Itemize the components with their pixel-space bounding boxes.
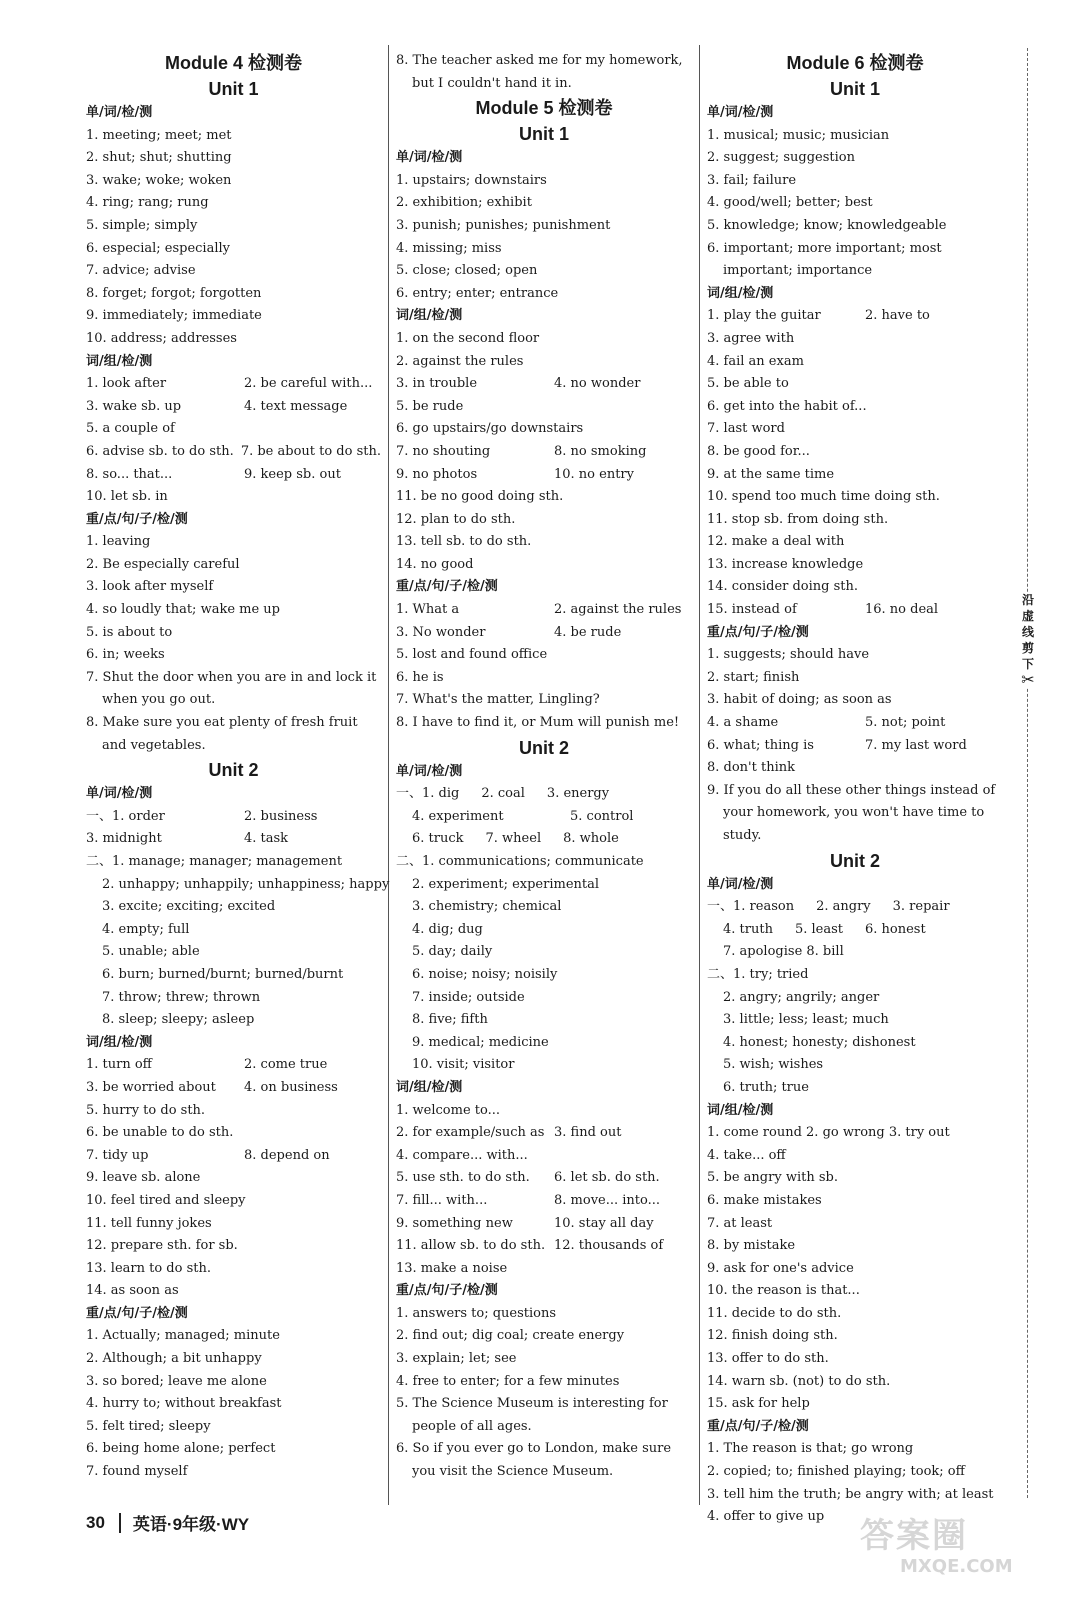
answer-line: 6. important; more important; most important; importance	[707, 240, 942, 279]
cut-text: 沿 虚 线 剪 下	[1021, 593, 1034, 671]
answer-item: 7. no shouting	[396, 443, 491, 459]
answer-line: 13. increase knowledge	[707, 556, 864, 572]
answer-pair	[396, 806, 692, 829]
answer-item: 6. truck	[412, 831, 464, 847]
answer-pair	[86, 373, 381, 396]
answer-item: 15. instead of	[707, 602, 797, 618]
answer-line: 4. ring; rang; rung	[86, 195, 209, 211]
answer-line: 2. suggest; suggestion	[707, 150, 855, 166]
answer-line: 7. throw; threw; thrown	[102, 989, 261, 1005]
page-number: 30	[86, 1512, 105, 1532]
answer-line: 1. Actually; managed; minute	[86, 1328, 280, 1344]
answer-line: 7. at least	[707, 1215, 773, 1231]
answer-pair	[396, 464, 692, 487]
section-heading: 单/词/检/测	[707, 876, 774, 892]
answer-line: 3. agree with	[707, 330, 795, 346]
answer-line: 1. upstairs; downstairs	[396, 172, 547, 188]
answer-item: 9. something new	[396, 1215, 513, 1231]
answer-line: 5. The Science Museum is interesting for people of all ages.	[396, 1396, 668, 1434]
answer-line: 1. The reason is that; go wrong	[707, 1441, 914, 1457]
answer-prefix: 一、	[707, 899, 734, 915]
answer-line: 14. warn sb. (not) to do sth.	[707, 1373, 891, 1389]
answer-pair	[86, 828, 381, 851]
answer-item: 6. advise sb. to do sth.	[86, 443, 234, 459]
answer-line: 1. come round 2. go wrong 3. try out	[707, 1125, 950, 1141]
answer-line: 2. find out; dig coal; create energy	[396, 1328, 625, 1344]
answer-item: 4. on business	[244, 1079, 338, 1095]
answer-item: 8. move... into...	[554, 1192, 661, 1208]
answer-item: 1. play the guitar	[707, 308, 821, 324]
answer-pair	[396, 1167, 692, 1190]
answer-item: 11. allow sb. to do sth.	[396, 1238, 546, 1254]
answer-line: 3. explain; let; see	[396, 1351, 517, 1367]
answer-item: 10. no entry	[554, 466, 634, 482]
answer-line: 8. The teacher asked me for my homework, but I couldn't hand it in.	[396, 53, 683, 91]
answer-column-1	[86, 50, 390, 1484]
answer-pair	[86, 441, 381, 464]
answer-pair	[396, 373, 692, 396]
answer-line: 9. at the same time	[707, 466, 835, 482]
answer-item: 16. no deal	[865, 602, 939, 618]
unit-title: Unit 1	[829, 79, 880, 99]
answer-item: 4. truth	[723, 921, 773, 937]
answer-item: 3. No wonder	[396, 624, 486, 640]
answer-line: 6. truth; true	[723, 1079, 809, 1095]
answer-item: 2. coal	[481, 786, 525, 802]
answer-item: 8. whole	[563, 831, 619, 847]
section-heading: 单/词/检/测	[396, 150, 463, 166]
answer-item: 9. no photos	[396, 466, 478, 482]
answer-item: 1. dig	[422, 786, 460, 802]
answer-line: 15. ask for help	[707, 1396, 810, 1412]
footer-divider	[119, 1513, 121, 1533]
answer-item: 4. no wonder	[554, 376, 641, 392]
answer-line: 14. consider doing sth.	[707, 579, 859, 595]
answer-line: 8. by mistake	[707, 1238, 796, 1254]
answer-line: 3. fail; failure	[707, 172, 797, 188]
unit-title: Unit 1	[518, 124, 569, 145]
unit-title: Unit 2	[829, 850, 880, 871]
module-title: Module 6 检测卷	[786, 53, 924, 73]
answer-item: 3. find out	[554, 1125, 622, 1141]
section-heading: 词/组/检/测	[396, 308, 463, 324]
answer-line: 5. be angry with sb.	[707, 1170, 838, 1186]
answer-line: 3. punish; punishes; punishment	[396, 217, 611, 233]
answer-line: 1. suggests; should have	[707, 647, 870, 663]
answer-item: 8. depend on	[244, 1147, 330, 1163]
answer-line: 4. good/well; better; best	[707, 195, 873, 211]
answer-line: 6. be unable to do sth.	[86, 1125, 234, 1141]
answer-item: 3. midnight	[86, 831, 162, 847]
answer-item: 10. stay all day	[554, 1215, 654, 1231]
answer-line: 二、1. manage; manager; management	[86, 854, 343, 869]
answer-item: 1. turn off	[86, 1057, 152, 1073]
column-divider-1	[388, 45, 389, 1505]
section-heading: 词/组/检/测	[86, 353, 153, 369]
section-heading: 单/词/检/测	[707, 105, 774, 120]
answer-line: 9. If you do all these other things instead of your homework, you won't have time to study.	[707, 782, 996, 843]
answer-line: 8. forget; forgot; forgotten	[86, 285, 262, 301]
answer-item: 4. task	[244, 831, 289, 847]
section-heading: 重/点/句/子/检/测	[396, 579, 498, 595]
answer-row	[707, 896, 1003, 919]
answer-line: 11. stop sb. from doing sth.	[707, 511, 889, 527]
answer-line: 7. apologise 8. bill	[723, 944, 844, 960]
answer-line: 12. make a deal with	[707, 534, 845, 550]
answer-item: 4. text message	[244, 398, 348, 414]
answer-line: 8. Make sure you eat plenty of fresh fruit and vegetables.	[86, 715, 358, 753]
answer-pair	[396, 622, 692, 645]
answer-line: 8. don't think	[707, 760, 795, 776]
answer-line: 13. tell sb. to do sth.	[396, 534, 532, 550]
answer-pair	[86, 1077, 381, 1100]
answer-line: 9. ask for one's advice	[707, 1260, 854, 1276]
scissors-icon: ✂	[1021, 670, 1035, 689]
subject-label: 英语·9年级·WY	[132, 1515, 250, 1534]
unit-title: Unit 1	[208, 79, 259, 99]
answer-item: 4. experiment	[412, 808, 504, 824]
answer-item: 7. my last word	[865, 737, 967, 753]
answer-line: 11. decide to do sth.	[707, 1305, 842, 1321]
answer-line: 1. on the second floor	[396, 330, 540, 346]
section-heading: 单/词/检/测	[396, 763, 463, 779]
answer-line: 8. five; fifth	[412, 1012, 488, 1028]
answer-item: 7. tidy up	[86, 1147, 149, 1163]
unit-title: Unit 2	[208, 760, 259, 781]
answer-line: 二、1. try; tried	[707, 966, 809, 982]
answer-line: 9. immediately; immediate	[86, 308, 262, 324]
answer-item: 3. in trouble	[396, 376, 478, 392]
answer-pair	[86, 1145, 381, 1168]
answer-line: 6. entry; enter; entrance	[396, 285, 559, 301]
cut-line	[1027, 48, 1028, 1498]
answer-pair	[396, 1235, 692, 1258]
answer-line: 5. lost and found office	[396, 647, 548, 663]
answer-item: 3. be worried about	[86, 1079, 216, 1095]
answer-item: 7. wheel	[485, 831, 542, 847]
answer-line: 2. against the rules	[396, 353, 524, 369]
answer-line: 1. welcome to...	[396, 1102, 500, 1118]
watermark-logo: 答案圈	[860, 1516, 968, 1556]
answer-line: 3. excite; exciting; excited	[102, 899, 276, 915]
answer-line: 5. a couple of	[86, 421, 175, 437]
answer-item: 2. business	[244, 808, 318, 824]
section-heading: 单/词/检/测	[86, 105, 153, 120]
answer-pair	[396, 1213, 692, 1236]
answer-pair	[396, 599, 692, 622]
answer-line: 10. feel tired and sleepy	[86, 1192, 246, 1208]
answer-item: 3. wake sb. up	[86, 398, 182, 414]
section-heading: 词/组/检/测	[86, 1034, 153, 1050]
answer-item: 4. a shame	[707, 715, 779, 731]
answer-line: 3. tell him the truth; be angry with; at least	[707, 1486, 994, 1502]
answer-pair	[86, 396, 381, 419]
answer-line: 13. learn to do sth.	[86, 1260, 211, 1276]
answer-column-2	[396, 50, 692, 1484]
answer-row	[707, 919, 1003, 942]
answer-item: 1. look after	[86, 376, 167, 392]
answer-line: 2. Be especially careful	[86, 556, 240, 572]
section-heading: 重/点/句/子/检/测	[396, 1283, 498, 1299]
answer-line: 6. noise; noisy; noisily	[412, 966, 558, 982]
module-title: Module 5 检测卷	[475, 98, 613, 119]
answer-line: 4. compare... with...	[396, 1147, 528, 1163]
answer-line: 4. honest; honesty; dishonest	[723, 1034, 916, 1050]
answer-pair	[86, 806, 381, 829]
answer-row	[396, 783, 692, 806]
answer-line: 4. take... off	[707, 1147, 786, 1163]
answer-line: 6. get into the habit of...	[707, 398, 867, 414]
answer-line: 2. exhibition; exhibit	[396, 195, 532, 211]
answer-item: 2. angry	[816, 899, 871, 915]
watermark-url: MXQE.COM	[900, 1556, 1013, 1577]
answer-item: 1. reason	[733, 899, 795, 915]
answer-line: 4. dig; dug	[412, 921, 483, 937]
answer-line: 6. in; weeks	[86, 647, 165, 663]
answer-line: 1. musical; music; musician	[707, 127, 890, 143]
answer-line: 12. plan to do sth.	[396, 511, 516, 527]
answer-line: 13. make a noise	[396, 1260, 508, 1276]
answer-pair	[86, 1054, 381, 1077]
answer-item: 6. honest	[865, 921, 926, 937]
answer-item: 6. what; thing is	[707, 737, 814, 753]
answer-item: 8. so... that...	[86, 466, 173, 482]
answer-item: 3. energy	[546, 786, 610, 802]
answer-line: 5. is about to	[86, 624, 173, 640]
answer-line: 10. visit; visitor	[412, 1057, 515, 1073]
answer-item: 2. for example/such as	[396, 1125, 545, 1141]
answer-pair	[707, 599, 1003, 622]
answer-item: 8. no smoking	[554, 443, 647, 459]
answer-line: 1. meeting; meet; met	[86, 127, 232, 143]
answer-line: 2. shut; shut; shutting	[86, 150, 232, 166]
answer-line: 3. little; less; least; much	[723, 1012, 889, 1028]
answer-item: 2. come true	[244, 1057, 328, 1073]
answer-item: 6. let sb. do sth.	[554, 1170, 660, 1186]
answer-line: 2. copied; to; finished playing; took; off	[707, 1464, 965, 1480]
answer-row	[396, 828, 692, 851]
answer-pair	[707, 712, 1003, 735]
answer-line: 8. sleep; sleepy; asleep	[102, 1012, 255, 1028]
answer-line: 9. medical; medicine	[412, 1034, 549, 1050]
answer-pair	[707, 735, 1003, 758]
answer-item: 2. be careful with...	[244, 376, 373, 392]
section-heading: 重/点/句/子/检/测	[707, 624, 809, 640]
answer-line: 5. day; daily	[412, 944, 493, 960]
answer-item: 12. thousands of	[554, 1238, 664, 1254]
answer-line: 5. unable; able	[102, 944, 200, 960]
answer-item: 2. against the rules	[554, 602, 682, 618]
section-heading: 词/组/检/测	[396, 1079, 463, 1095]
answer-line: 2. Although; a bit unhappy	[86, 1351, 262, 1367]
answer-line: 7. What's the matter, Lingling?	[396, 692, 600, 708]
answer-line: 8. I have to find it, or Mum will punish me!	[396, 715, 680, 731]
answer-item: 1. What a	[396, 602, 460, 618]
answer-item: 7. be about to do sth.	[240, 443, 381, 459]
answer-line: 10. address; addresses	[86, 330, 237, 346]
answer-line: 9. leave sb. alone	[86, 1170, 201, 1186]
answer-line: 6. make mistakes	[707, 1192, 822, 1208]
answer-line: 5. simple; simply	[86, 217, 198, 233]
answer-line: 10. spend too much time doing sth.	[707, 489, 940, 505]
answer-line: 4. offer to give up	[707, 1509, 825, 1525]
answer-line: 7. advice; advise	[86, 263, 196, 279]
answer-line: 1. leaving	[86, 534, 151, 550]
section-heading: 重/点/句/子/检/测	[86, 511, 188, 527]
answer-line: 4. hurry to; without breakfast	[86, 1396, 282, 1412]
answer-line: 8. be good for...	[707, 443, 810, 459]
answer-line: 12. finish doing sth.	[707, 1328, 838, 1344]
column-divider-2	[699, 45, 700, 1505]
section-heading: 词/组/检/测	[707, 285, 774, 301]
answer-line: 1. answers to; questions	[396, 1305, 557, 1321]
answer-line: 14. no good	[396, 556, 474, 572]
unit-title: Unit 2	[518, 737, 569, 758]
answer-line: 7. inside; outside	[412, 989, 525, 1005]
answer-item: 5. use sth. to do sth.	[396, 1170, 530, 1186]
answer-line: 3. look after myself	[86, 579, 214, 595]
answer-line: 6. go upstairs/go downstairs	[396, 421, 584, 437]
answer-item: 5. control	[570, 808, 634, 824]
answer-pair	[396, 1122, 692, 1145]
answer-item: 9. keep sb. out	[244, 466, 341, 482]
answer-pair	[396, 1190, 692, 1213]
answer-item: 4. be rude	[554, 624, 622, 640]
answer-line: 6. being home alone; perfect	[86, 1441, 276, 1457]
answer-line: 2. unhappy; unhappily; unhappiness; happy	[102, 876, 390, 892]
answer-line: 二、1. communications; communicate	[396, 854, 644, 869]
answer-line: 5. felt tired; sleepy	[86, 1418, 211, 1434]
answer-line: 14. as soon as	[86, 1283, 179, 1299]
answer-line: 6. he is	[396, 669, 444, 685]
answer-prefix: 一、	[396, 786, 423, 802]
section-heading: 重/点/句/子/检/测	[86, 1305, 188, 1321]
answer-item: 5. least	[794, 921, 843, 937]
answer-line: 7. found myself	[86, 1464, 188, 1480]
answer-line: 6. So if you ever go to London, make sure you visit the Science Museum.	[396, 1441, 672, 1480]
answer-item: 5. not; point	[865, 715, 946, 731]
answer-line: 11. tell funny jokes	[86, 1215, 212, 1231]
answer-item: 7. fill... with...	[396, 1192, 488, 1208]
answer-line: 4. empty; full	[102, 921, 190, 937]
answer-item: 3. repair	[892, 899, 950, 915]
answer-line: 7. Shut the door when you are in and lock it when you go out.	[86, 669, 377, 708]
answer-line: 10. the reason is that...	[707, 1283, 860, 1299]
answer-item: 一、1. order	[86, 808, 165, 824]
answer-line: 3. so bored; leave me alone	[86, 1373, 267, 1389]
answer-line: 11. be no good doing sth.	[396, 489, 564, 505]
cut-along-dashed-line-label	[1018, 592, 1038, 688]
answer-line: 5. wish; wishes	[723, 1057, 824, 1073]
answer-line: 5. knowledge; know; knowledgeable	[707, 217, 947, 233]
answer-column-3	[707, 50, 1003, 1529]
answer-line: 7. last word	[707, 421, 785, 437]
section-heading: 单/词/检/测	[86, 786, 153, 802]
answer-line: 5. be able to	[707, 376, 789, 392]
answer-item: 2. have to	[865, 308, 930, 324]
answer-line: 6. burn; burned/burnt; burned/burnt	[102, 966, 344, 982]
answer-line: 3. wake; woke; woken	[86, 172, 232, 188]
answer-line: 4. fail an exam	[707, 353, 804, 369]
answer-line: 2. start; finish	[707, 669, 800, 685]
answer-line: 12. prepare sth. for sb.	[86, 1238, 238, 1254]
section-heading: 词/组/检/测	[707, 1102, 774, 1118]
page-footer	[86, 1510, 249, 1535]
answer-line: 3. chemistry; chemical	[412, 899, 562, 915]
answer-line: 2. angry; angrily; anger	[723, 989, 880, 1005]
answer-line: 2. experiment; experimental	[412, 876, 600, 892]
answer-line: 3. habit of doing; as soon as	[707, 692, 892, 708]
answer-line: 10. let sb. in	[86, 489, 168, 505]
answer-pair	[396, 441, 692, 464]
answer-line: 5. close; closed; open	[396, 263, 538, 279]
answer-line: 5. hurry to do sth.	[86, 1102, 206, 1118]
section-heading: 重/点/句/子/检/测	[707, 1418, 809, 1434]
answer-line: 5. be rude	[396, 398, 464, 414]
answer-line: 4. free to enter; for a few minutes	[396, 1373, 620, 1389]
answer-line: 4. missing; miss	[396, 240, 502, 256]
answer-line: 13. offer to do sth.	[707, 1351, 829, 1367]
answer-line: 4. so loudly that; wake me up	[86, 602, 280, 618]
answer-line: 6. especial; especially	[86, 240, 231, 256]
answer-pair	[707, 305, 1003, 328]
answer-pair	[86, 464, 381, 487]
module-title: Module 4 检测卷	[164, 53, 302, 73]
